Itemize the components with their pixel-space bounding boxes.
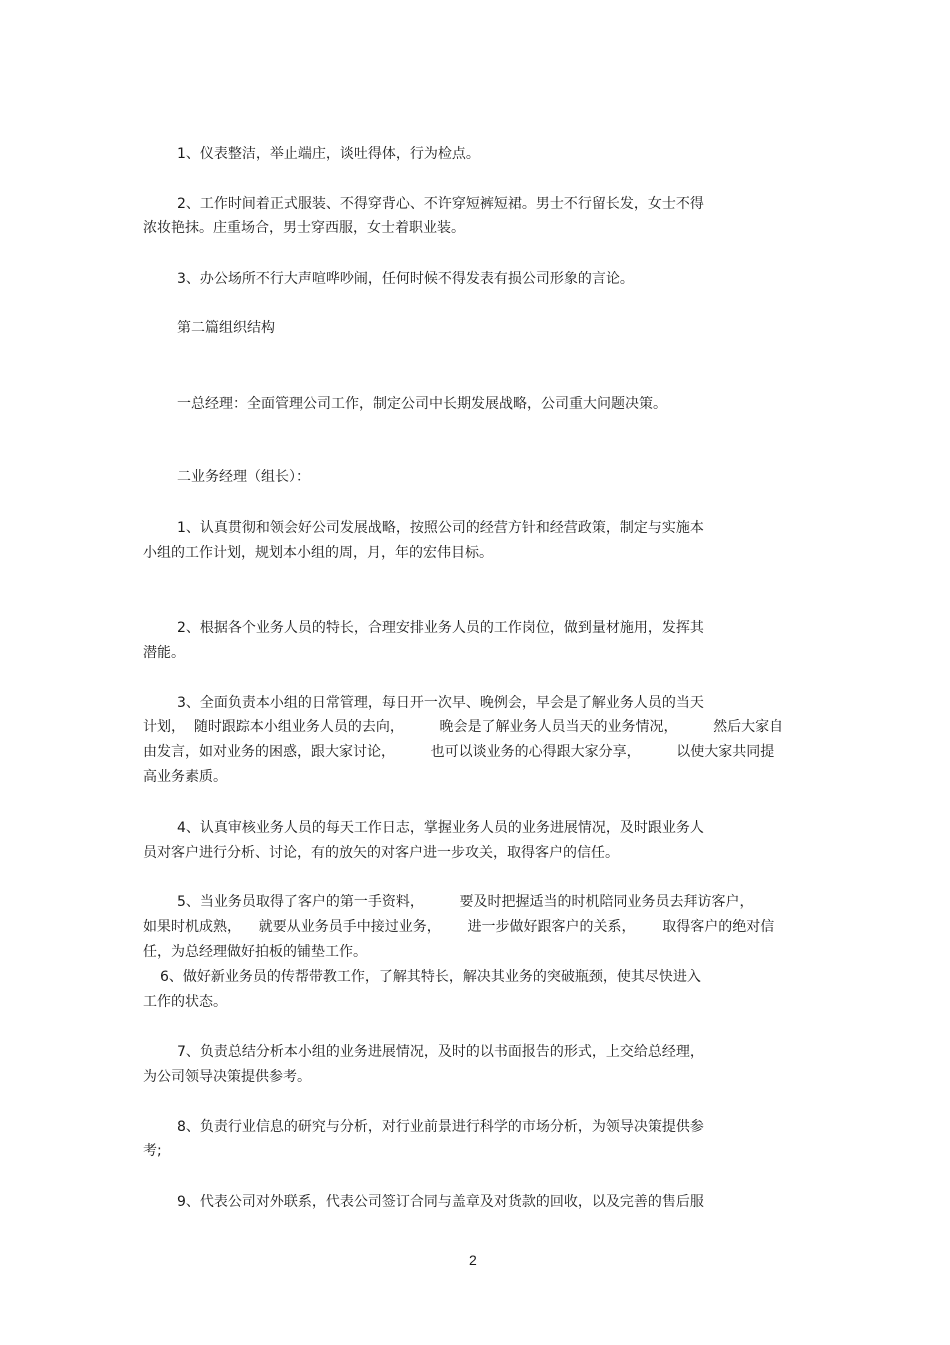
text-line: 3、办公场所不行大声喧哗吵闹，任何时候不得发表有损公司形象的言论。 [177,271,634,287]
text-line: 为公司领导决策提供参考。 [143,1069,311,1085]
text-line: 一总经理：全面管理公司工作，制定公司中长期发展战略，公司重大问题决策。 [177,396,667,412]
text-line: 4、认真审核业务人员的每天工作日志，掌握业务人员的业务进展情况，及时跟业务人 [177,820,704,836]
text-line: 5、当业务员取得了客户的第一手资料， 要及时把握适当的时机陪同业务员去拜访客户， [177,894,754,910]
text-line: 3、全面负责本小组的日常管理，每日开一次早、晚例会，早会是了解业务人员的当天 [177,695,704,711]
text-line: 2、根据各个业务人员的特长，合理安排业务人员的工作岗位，做到量材施用，发挥其 [177,620,704,636]
text-line: 工作的状态。 [143,994,227,1010]
text-line: 员对客户进行分析、讨论，有的放矢的对客户进一步攻关，取得客户的信任。 [143,845,619,861]
text-line: 潜能。 [143,645,185,661]
text-line: 7、负责总结分析本小组的业务进展情况，及时的以书面报告的形式，上交给总经理， [177,1044,704,1060]
text-line: 计划， 随时跟踪本小组业务人员的去向， 晚会是了解业务人员当天的业务情况， 然后大家自 [143,719,784,735]
text-line: 9、代表公司对外联系，代表公司签订合同与盖章及对货款的回收，以及完善的售后服 [177,1194,704,1210]
page-number: 2 [469,1252,477,1268]
text-line: 考; [143,1143,162,1159]
text-line: 小组的工作计划，规划本小组的周，月，年的宏伟目标。 [143,545,493,561]
text-line: 高业务素质。 [143,769,227,785]
text-line: 由发言，如对业务的困惑，跟大家讨论， 也可以谈业务的心得跟大家分享， 以使大家共同提 [143,744,775,760]
text-line: 1、仪表整洁，举止端庄，谈吐得体，行为检点。 [177,146,480,162]
text-line: 2、工作时间着正式服装、不得穿背心、不许穿短裤短裙。男士不行留长发，女士不得 [177,196,704,212]
text-line: 8、负责行业信息的研究与分析，对行业前景进行科学的市场分析，为领导决策提供参 [177,1119,704,1135]
text-line: 二业务经理（组长）： [177,469,310,485]
section-heading: 第二篇组织结构 [177,320,275,336]
text-line: 1、认真贯彻和领会好公司发展战略，按照公司的经营方针和经营政策，制定与实施本 [177,520,704,536]
text-line: 如果时机成熟， 就要从业务员手中接过业务， 进一步做好跟客户的关系， 取得客户的绝对信 [143,919,775,935]
text-line: 6、做好新业务员的传帮带教工作，了解其特长，解决其业务的突破瓶颈，使其尽快进入 [160,969,701,985]
text-line: 浓妆艳抹。庄重场合，男士穿西服，女士着职业装。 [143,220,465,236]
text-line: 任，为总经理做好拍板的铺垫工作。 [143,944,367,960]
